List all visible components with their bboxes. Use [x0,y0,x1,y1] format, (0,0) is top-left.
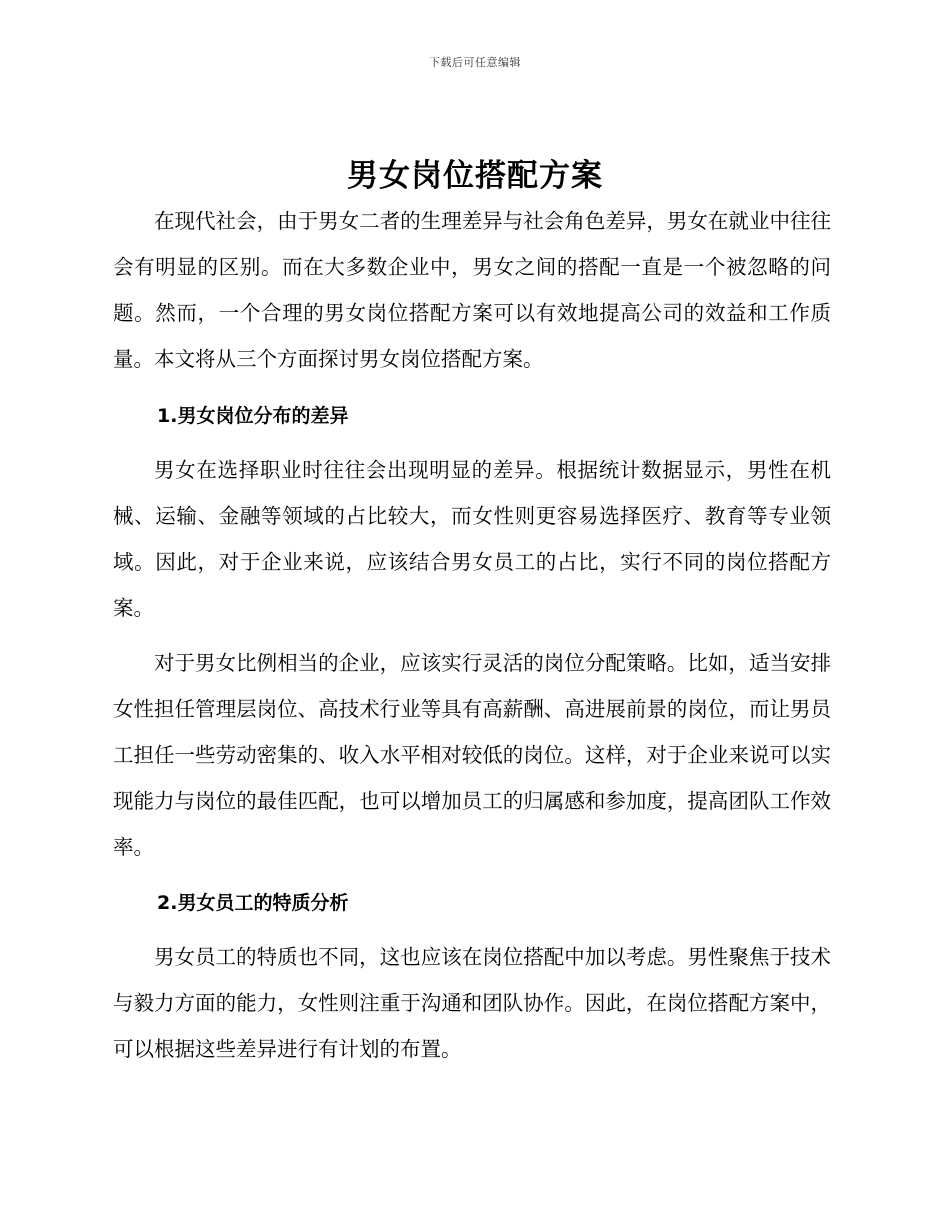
section-1-paragraph-1-block [113,447,831,631]
section-1-heading: 1.男女岗位分布的差异 [157,405,349,427]
intro-block [113,198,831,382]
section-1-paragraph-2-block [113,640,831,870]
section-2-paragraph-1-block [113,934,831,1072]
section-2-heading: 2.男女员工的特质分析 [157,892,349,914]
section-1-paragraph-1: 男女在选择职业时往往会出现明显的差异。根据统计数据显示，男性在机械、运输、金融等领域的占比较大，而女性则更容易选择医疗、教育等专业领域。因此，对于企业来说，应该结合男女员工的占比，实行不同的岗位搭配方案。 [113,458,831,620]
header-note: 下载后可任意编辑 [429,56,521,69]
section-1-paragraph-2: 对于男女比例相当的企业，应该实行灵活的岗位分配策略。比如，适当安排女性担任管理层岗位、高技术行业等具有高薪酬、高进展前景的岗位，而让男员工担任一些劳动密集的、收入水平相对较低的岗位。这样，对于企业来说可以实现能力与岗位的最佳匹配，也可以增加员工的归属感和参加度，提高团队工作效率。 [113,651,831,859]
document-title: 男女岗位搭配方案 [347,158,603,194]
intro-paragraph: 在现代社会，由于男女二者的生理差异与社会角色差异，男女在就业中往往会有明显的区别。而在大多数企业中，男女之间的搭配一直是一个被忽略的问题。然而，一个合理的男女岗位搭配方案可以有效地提高公司的效益和工作质量。本文将从三个方面探讨男女岗位搭配方案。 [113,209,831,371]
section-2-paragraph-1: 男女员工的特质也不同，这也应该在岗位搭配中加以考虑。男性聚焦于技术与毅力方面的能力，女性则注重于沟通和团队协作。因此，在岗位搭配方案中，可以根据这些差异进行有计划的布置。 [113,945,831,1061]
